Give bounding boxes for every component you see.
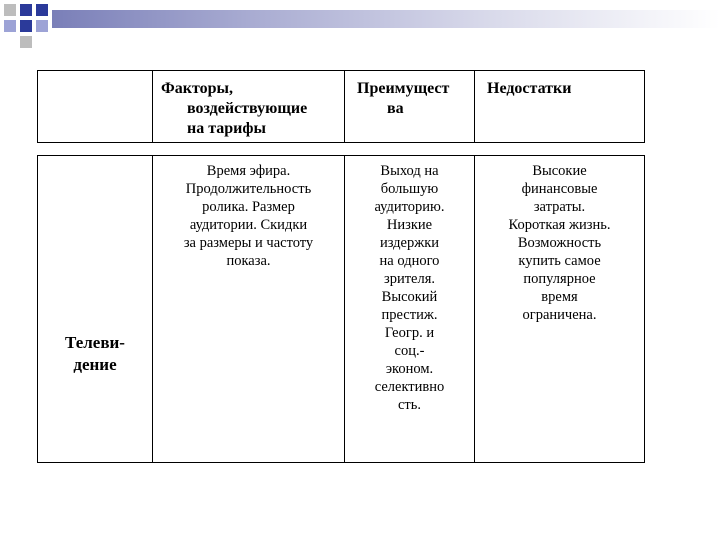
disadvantages-line: Короткая жизнь. <box>508 217 611 233</box>
advantages-line: Высокий <box>381 289 438 305</box>
advantages-line: на одного <box>379 253 440 269</box>
advantages-line: Геогр. и <box>384 325 435 341</box>
advantages-line: Низкие <box>386 217 433 233</box>
deco-square-4 <box>20 20 32 32</box>
factors-line: Время эфира. <box>206 163 291 179</box>
disadvantages-line: ограничена. <box>522 307 597 323</box>
factors-line: ролика. Размер <box>202 199 295 215</box>
row-label-line: дение <box>73 355 117 374</box>
header-table <box>37 70 645 143</box>
disadvantages-line: купить самое <box>518 253 601 269</box>
advantages-line: издержки <box>379 235 440 251</box>
header-advantages-line: ва <box>387 100 404 117</box>
header-empty-cell <box>38 71 153 143</box>
body-table <box>37 155 645 463</box>
disadvantages-line: финансовые <box>521 181 598 197</box>
advantages-line: Выход на <box>380 163 439 179</box>
deco-square-6 <box>4 20 16 32</box>
factors-line: за размеры и частоту <box>183 235 314 251</box>
header-factors-line: Факторы, <box>161 80 233 97</box>
factors-line: аудитории. Скидки <box>189 217 308 233</box>
advantages-line: сть. <box>397 397 421 413</box>
header-disadvantages-cell <box>475 71 645 143</box>
advantages-line: аудиторию. <box>374 199 445 215</box>
deco-square-3 <box>36 4 48 16</box>
advantages-line: зрителя. <box>383 271 436 287</box>
factors-line: показа. <box>226 253 271 269</box>
disadvantages-line: время <box>541 289 578 305</box>
advantages-line: селективно <box>374 379 445 395</box>
header-advantages-cell <box>345 71 475 143</box>
advantages-line: престиж. <box>381 307 438 323</box>
factors-line: Продолжительность <box>185 181 312 197</box>
deco-square-7 <box>20 36 32 48</box>
advantages-cell <box>345 156 475 463</box>
header-advantages-line: Преимущест <box>357 80 450 97</box>
advantages-line: соц.- <box>394 343 425 359</box>
disadvantages-line: популярное <box>523 271 596 287</box>
top-gradient-bar <box>52 10 720 28</box>
row-label-cell <box>38 156 153 463</box>
deco-square-1 <box>4 4 16 16</box>
disadvantages-cell <box>475 156 645 463</box>
deco-square-5 <box>36 20 48 32</box>
header-factors-line: на тарифы <box>187 120 266 137</box>
header-factors-line: воздействующие <box>187 100 308 117</box>
header-factors-cell <box>153 71 345 143</box>
factors-cell <box>153 156 345 463</box>
disadvantages-line: Высокие <box>532 163 587 179</box>
deco-square-2 <box>20 4 32 16</box>
disadvantages-line: Возможность <box>517 235 602 251</box>
advantages-line: эконом. <box>385 361 434 377</box>
advantages-line: большую <box>380 181 439 197</box>
row-label-line: Телеви- <box>65 333 125 352</box>
header-disadvantages: Недостатки <box>487 80 572 97</box>
disadvantages-line: затраты. <box>533 199 586 215</box>
